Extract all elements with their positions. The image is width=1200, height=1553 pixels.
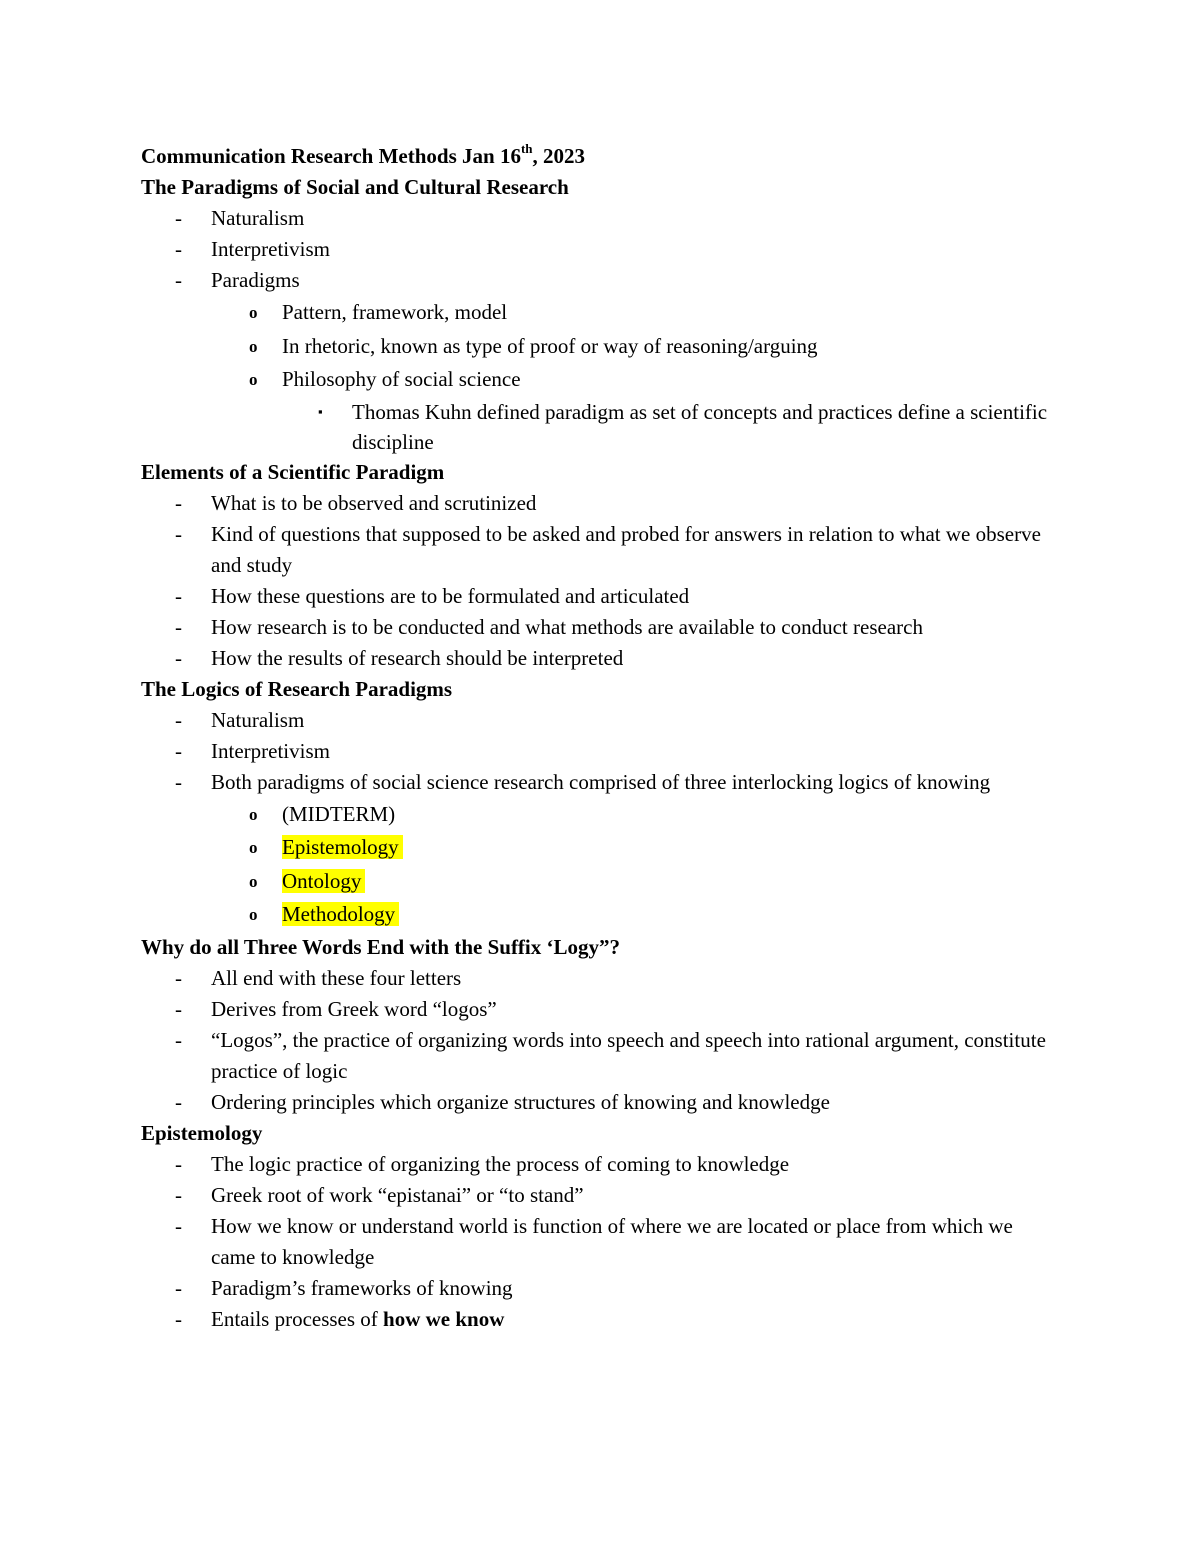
list-item: - Naturalism [141,203,1061,234]
dash-bullet-icon: - [175,1306,182,1331]
dash-bullet-icon: - [175,1182,182,1207]
dash-bullet-icon: - [175,707,182,732]
dash-bullet-icon: - [175,1089,182,1114]
circle-bullet-icon: o [249,370,258,389]
dash-bullet-icon: - [175,1275,182,1300]
square-bullet-icon: ▪ [318,403,323,419]
dash-bullet-icon: - [175,965,182,990]
circle-bullet-icon: o [249,871,258,891]
dash-bullet-icon: - [175,490,182,515]
list-item: - Kind of questions that supposed to be asked and probed for answers in relation to what we observe and study [141,519,1061,581]
circle-bullet-icon: o [249,804,258,824]
list-item: - “Logos”, the practice of organizing words into speech and speech into rational argument, constitute practice of logic [141,1025,1061,1087]
dash-bullet-icon: - [175,237,182,261]
circle-bullet-icon: o [249,905,258,924]
sub-list-item: o Pattern, framework, model [141,296,1061,330]
list-item: - Interpretivism [141,736,1061,767]
dash-bullet-icon: - [175,1151,182,1176]
list-item: - Paradigms [141,265,1061,296]
sub-list-item-highlighted [141,898,1061,932]
section-heading-paradigms: The Paradigms of Social and Cultural Research [141,175,569,199]
page-title: Communication Research Methods Jan 16th, 2023 [141,141,586,168]
bold-phrase: how we know [383,1306,505,1331]
list-item: - The logic practice of organizing the process of coming to knowledge [141,1149,1061,1180]
list-item: - Derives from Greek word “logos” [141,994,1061,1025]
dash-bullet-icon: - [175,769,182,794]
highlight: Ontology [282,869,365,893]
highlight: Methodology [282,902,399,926]
dash-bullet-icon: - [175,614,182,639]
dash-bullet-icon: - [175,996,182,1021]
list-item: - Entails processes of how we know [141,1304,1061,1335]
document-page [141,141,1061,1335]
sub-list-item: o In rhetoric, known as type of proof or way of reasoning/arguing [141,330,1061,364]
highlight: Epistemology [282,835,403,859]
list-item: - How these questions are to be formulated and articulated [141,581,1061,612]
dash-bullet-icon: - [175,645,182,670]
list-item: - What is to be observed and scrutinized [141,488,1061,519]
list-item: - Greek root of work “epistanai” or “to stand” [141,1180,1061,1211]
list-item: - How research is to be conducted and what methods are available to conduct research [141,612,1061,643]
sub-list-item: o Philosophy of social science [141,363,1061,397]
circle-bullet-icon: o [249,303,258,322]
dash-bullet-icon: - [175,1213,182,1238]
sub-list-item-highlighted [141,831,1061,865]
section-heading-epistemology: Epistemology [141,1120,263,1145]
list-item: - Paradigm’s frameworks of knowing [141,1273,1061,1304]
circle-bullet-icon: o [249,838,258,857]
circle-bullet-icon: o [249,336,258,356]
dash-bullet-icon: - [175,583,182,608]
dash-bullet-icon: - [175,738,182,763]
list-item: - Interpretivism [141,234,1061,265]
list-item: - Both paradigms of social science research comprised of three interlocking logics of knowing [141,767,1061,798]
list-item: - Ordering principles which organize structures of knowing and knowledge [141,1087,1061,1118]
section-heading-elements: Elements of a Scientific Paradigm [141,459,445,484]
dash-bullet-icon: - [175,268,182,292]
sub-list-item-highlighted [141,865,1061,899]
sub-list-item: o (MIDTERM) [141,798,1061,832]
section-heading-logics: The Logics of Research Paradigms [141,676,453,701]
list-item: - All end with these four letters [141,963,1061,994]
dash-bullet-icon: - [175,521,182,546]
list-item: - How we know or understand world is function of where we are located or place from which we came to knowledge [141,1211,1061,1273]
list-item: - How the results of research should be interpreted [141,643,1061,674]
dash-bullet-icon: - [175,206,182,230]
sub-sub-list-item: ▪ Thomas Kuhn defined paradigm as set of concepts and practices define a scientific discipline [141,397,1061,457]
dash-bullet-icon: - [175,1027,182,1052]
list-item: - Naturalism [141,705,1061,736]
section-heading-suffix: Why do all Three Words End with the Suffix ‘Logy”? [141,934,621,959]
